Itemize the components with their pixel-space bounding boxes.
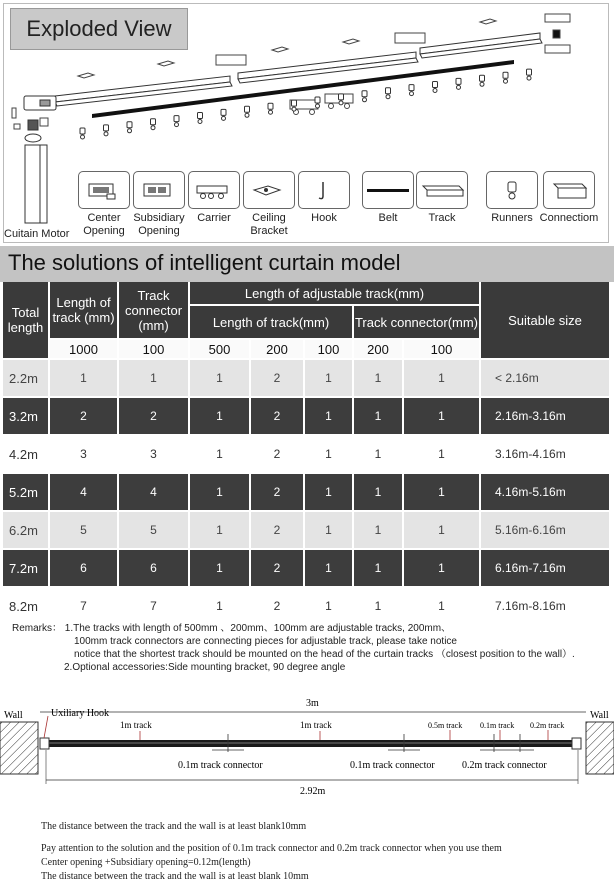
table-cell: 2 — [251, 588, 303, 624]
label-connector-3: 0.2m track connector — [462, 760, 547, 771]
runner — [315, 97, 320, 103]
runner-hook — [198, 120, 202, 124]
exploded-view-title: Exploded View — [10, 8, 188, 50]
runner-hook — [292, 107, 296, 111]
table-cell: 5 — [119, 512, 188, 548]
table-cell: 1 — [404, 398, 479, 434]
header-adjustable-track: Length of adjustable track(mm) — [190, 282, 479, 304]
table-cell: 4 — [50, 474, 117, 510]
runner — [292, 100, 297, 106]
top-pointers — [140, 730, 548, 740]
row-suitable-size: 5.16m-6.16m — [481, 512, 609, 548]
left-wall-label: Wall — [4, 710, 23, 721]
runner — [386, 88, 391, 94]
aux-hook-pointer — [44, 716, 48, 738]
runner — [80, 128, 85, 134]
ceiling-bracket-icon — [243, 171, 295, 209]
installation-diagram — [0, 690, 614, 820]
runner-hook — [151, 126, 155, 130]
runner — [174, 116, 179, 122]
solutions-title-bar — [0, 246, 614, 282]
table-cell: 1 — [305, 474, 352, 510]
component-label: Subsidiary Opening — [133, 212, 185, 237]
row-total-length: 5.2m — [3, 474, 48, 510]
left-wall — [0, 722, 38, 774]
table-cell: 1 — [354, 474, 402, 510]
note-4: The distance between the track and the wall is at least blank 10mm — [41, 871, 309, 882]
table-cell: 3 — [50, 436, 117, 472]
hook-icon — [298, 171, 350, 209]
subsidiary-opening-icon — [133, 171, 185, 209]
table-cell: 4 — [119, 474, 188, 510]
note-2: Pay attention to the solution and the position of 0.1m track connector and 0.2m track connector when you use them — [41, 843, 502, 854]
runner-hook — [175, 123, 179, 127]
remarks — [12, 622, 608, 674]
component-runners — [486, 171, 538, 225]
runner-hook — [433, 89, 437, 93]
row-total-length: 4.2m — [3, 436, 48, 472]
remarks-line-3: notice that the shortest track should be mounted on the head of the curtain tracks （closest position to the wall）. — [74, 649, 575, 660]
header-adj-length-of-track: Length of track(mm) — [190, 306, 352, 338]
motor-body — [25, 120, 47, 223]
table-cell: 1 — [354, 550, 402, 586]
runner-hook — [480, 82, 484, 86]
subheader-1000: 1000 — [50, 340, 117, 358]
table-cell: 1 — [354, 360, 402, 396]
row-suitable-size: 7.16m-8.16m — [481, 588, 609, 624]
table-cell: 7 — [119, 588, 188, 624]
subheader-100: 100 — [119, 340, 188, 358]
table-cell: 1 — [354, 436, 402, 472]
table-cell: 2 — [50, 398, 117, 434]
label-1m-track-1: 1m track — [120, 720, 152, 730]
component-label: Center Opening — [83, 212, 125, 237]
table-cell: 1 — [305, 360, 352, 396]
runner — [362, 91, 367, 97]
component-connection — [539, 171, 599, 225]
runner — [433, 82, 438, 88]
row-suitable-size: 4.16m-5.16m — [481, 474, 609, 510]
runner — [456, 78, 461, 84]
runner — [104, 125, 109, 131]
label-02m-track: 0.2m track — [530, 721, 565, 730]
track-end-right — [572, 738, 581, 749]
table-cell: 7 — [50, 588, 117, 624]
subheader-100: 100 — [404, 340, 479, 358]
subheader-500: 500 — [190, 340, 249, 358]
runner — [151, 119, 156, 125]
subheader-200: 200 — [354, 340, 402, 358]
component-label: Hook — [311, 212, 337, 224]
table-cell: 6 — [119, 550, 188, 586]
installation-notes — [41, 820, 502, 884]
runner — [339, 94, 344, 100]
row-suitable-size: 3.16m-4.16m — [481, 436, 609, 472]
runner-hook — [386, 95, 390, 99]
runner — [221, 109, 226, 115]
table-cell: 2 — [251, 436, 303, 472]
table-cell: 1 — [354, 512, 402, 548]
table-cell: 1 — [404, 512, 479, 548]
component-hook — [298, 171, 350, 225]
table-cell: 1 — [190, 360, 249, 396]
runner-hook — [504, 79, 508, 83]
table-cell: 2 — [251, 550, 303, 586]
runner-hook — [222, 116, 226, 120]
solutions-title: The solutions of intelligent curtain model — [8, 250, 401, 275]
subheader-100: 100 — [305, 340, 352, 358]
table-cell: 1 — [190, 398, 249, 434]
runner-hook — [457, 85, 461, 89]
component-label: Connectiom — [539, 212, 599, 224]
exploded-view-section — [0, 0, 614, 246]
label-connector-2: 0.1m track connector — [350, 760, 435, 771]
motor-label: Cuitain Motor — [4, 228, 70, 240]
table-cell: 1 — [404, 550, 479, 586]
table-cell: 1 — [305, 436, 352, 472]
runner-hook — [245, 113, 249, 117]
runner-hook — [269, 110, 273, 114]
table-cell: 1 — [119, 360, 188, 396]
table-cell: 1 — [190, 512, 249, 548]
component-subsidiary-opening — [133, 171, 185, 238]
right-wall-label: Wall — [590, 710, 609, 721]
component-label: Ceiling Bracket — [250, 212, 288, 237]
table-cell: 1 — [190, 550, 249, 586]
center-opening-icon — [78, 171, 130, 209]
runner — [503, 72, 508, 78]
runner — [409, 85, 414, 91]
table-cell: 1 — [305, 550, 352, 586]
note-3: Center opening +Subsidiary opening=0.12m(length) — [41, 857, 251, 868]
runner — [480, 75, 485, 81]
component-label: Track — [428, 212, 456, 224]
runner-hook — [128, 129, 132, 133]
component-ceiling-bracket — [243, 171, 295, 238]
header-adj-track-connector: Track connector(mm) — [354, 306, 479, 338]
table-cell: 1 — [404, 436, 479, 472]
component-label: Runners — [491, 212, 533, 224]
table-cell: 1 — [50, 360, 117, 396]
track-icon — [416, 171, 468, 209]
solutions-table — [3, 282, 609, 614]
total-span-label: 3m — [306, 698, 319, 709]
component-track — [416, 171, 468, 225]
runner-hook — [339, 101, 343, 105]
row-total-length: 6.2m — [3, 512, 48, 548]
table-cell: 2 — [251, 360, 303, 396]
row-total-length: 8.2m — [3, 588, 48, 624]
aux-hook-label: Uxiliary Hook — [51, 708, 110, 719]
remarks-line-2: 100mm track connectors are connecting pieces for adjustable track, please take notice — [74, 636, 457, 647]
label-1m-track-2: 1m track — [300, 720, 332, 730]
row-total-length: 2.2m — [3, 360, 48, 396]
table-cell: 1 — [354, 588, 402, 624]
row-total-length: 7.2m — [3, 550, 48, 586]
table-cell: 5 — [50, 512, 117, 548]
label-connector-1: 0.1m track connector — [178, 760, 263, 771]
track-segment-3 — [420, 33, 542, 58]
runner — [198, 113, 203, 119]
table-cell: 1 — [404, 474, 479, 510]
runner — [245, 106, 250, 112]
runner-hook — [81, 135, 85, 139]
remarks-line-1: Remarks： 1.The tracks with length of 500mm 、200mm、100mm are adjustable tracks, 200mm、 — [12, 623, 452, 634]
runner — [527, 69, 532, 75]
table-cell: 1 — [354, 398, 402, 434]
connection-icon — [543, 171, 595, 209]
table-cell: 2 — [251, 512, 303, 548]
header-total-length: Total length — [3, 282, 48, 358]
table-cell: 1 — [305, 398, 352, 434]
header-length-of-track: Length of track (mm) — [50, 282, 117, 338]
note-1: The distance between the track and the wall is at least blank10mm — [41, 821, 307, 832]
remarks-line-4: 2.Optional accessories:Side mounting bracket, 90 degree angle — [64, 662, 346, 673]
row-total-length: 3.2m — [3, 398, 48, 434]
row-suitable-size: < 2.16m — [481, 360, 609, 396]
label-01m-track: 0.1m track — [480, 721, 515, 730]
table-cell: 1 — [190, 436, 249, 472]
table-cell: 1 — [190, 474, 249, 510]
component-label: Carrier — [197, 212, 231, 224]
component-label: Belt — [378, 212, 398, 224]
runner — [127, 122, 132, 128]
runner-hook — [104, 132, 108, 136]
row-suitable-size: 6.16m-7.16m — [481, 550, 609, 586]
table-cell: 1 — [404, 360, 479, 396]
table-cell: 6 — [50, 550, 117, 586]
subheader-200: 200 — [251, 340, 303, 358]
label-05m-track: 0.5m track — [428, 721, 463, 730]
carrier-icon — [188, 171, 240, 209]
track-span-label: 2.92m — [300, 786, 326, 797]
row-suitable-size: 2.16m-3.16m — [481, 398, 609, 434]
right-wall — [586, 722, 614, 774]
table-cell: 3 — [119, 436, 188, 472]
header-track-connector: Track connector (mm) — [119, 282, 188, 338]
runner-hook — [316, 104, 320, 108]
header-suitable-size: Suitable size — [481, 282, 609, 358]
track-end-left — [40, 738, 49, 749]
table-cell: 1 — [305, 588, 352, 624]
runner-hook — [527, 76, 531, 80]
table-cell: 1 — [305, 512, 352, 548]
table-cell: 2 — [251, 398, 303, 434]
table-cell: 1 — [404, 588, 479, 624]
belt-icon — [362, 171, 414, 209]
table-cell: 2 — [251, 474, 303, 510]
table-cell: 1 — [190, 588, 249, 624]
table-cell: 2 — [119, 398, 188, 434]
runner-hook — [410, 92, 414, 96]
runners-icon — [486, 171, 538, 209]
runner-hook — [363, 98, 367, 102]
motor-head — [24, 96, 56, 110]
runner — [268, 103, 273, 109]
